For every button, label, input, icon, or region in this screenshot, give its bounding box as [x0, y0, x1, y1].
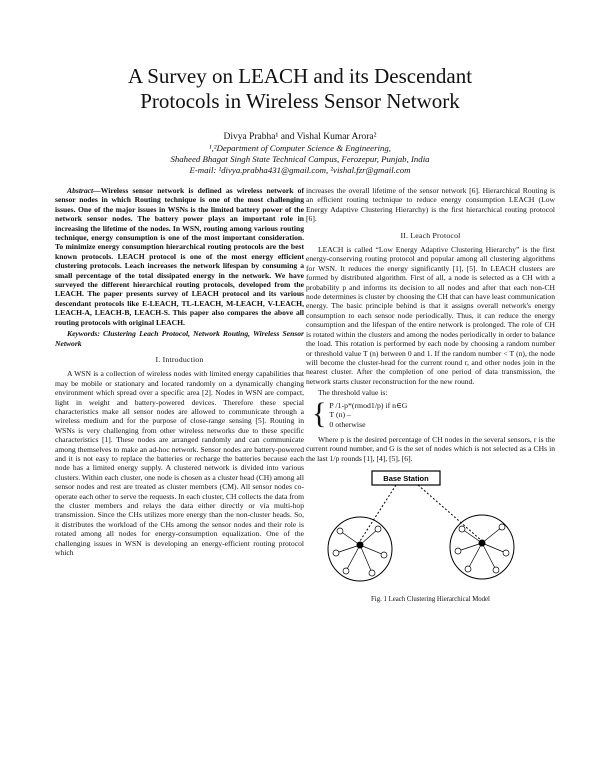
keywords-label: Keywords: [67, 329, 100, 339]
title-line-2: Protocols in Wireless Sensor Network [140, 89, 460, 113]
section-heading-introduction: I. Introduction [155, 354, 204, 364]
affiliation-line-1: ¹,²Department of Computer Science & Engineering, [209, 143, 391, 153]
formula-line-3: 0 otherwise [329, 420, 366, 430]
affiliation-line-2: Shaheed Bhagat Singh State Technical Campus, Ferozepur, Punjab, India [170, 154, 430, 164]
formula-line-1: P /1-p*(rmod1/p) if n∈G [329, 400, 408, 410]
cluster-link-right [418, 485, 482, 541]
member-node [375, 526, 381, 532]
abstract [55, 186, 304, 327]
figure-caption: Fig. 1 Leach Clustering Hierarchical Model [371, 596, 490, 604]
leach-diagram [306, 469, 555, 594]
cluster-right [450, 515, 514, 579]
section-heading-leach: II. Leach Protocol [400, 230, 461, 240]
formula-line-2: T (n) – [329, 410, 351, 420]
member-node [343, 568, 349, 574]
right-column [306, 186, 555, 604]
member-node [459, 526, 465, 532]
author-names: Divya Prabha¹ and Vishal Kumar Arora² [223, 132, 377, 142]
base-station-label: Base Station [383, 474, 429, 484]
left-column [55, 186, 304, 559]
where-text: Where p is the desired percentage of CH nodes in the several sensors, r is the current round number, and G is the set of nodes which is not selected as a CHs in the last 1/p rounds [1], [4], [5], [6]. [306, 434, 555, 463]
threshold-intro: The threshold value is: [318, 388, 388, 398]
paper-title [40, 64, 560, 114]
cluster-members-right [455, 524, 509, 573]
member-node [381, 552, 387, 558]
member-node [499, 524, 505, 530]
member-node [369, 570, 375, 576]
figure-leach-model [306, 469, 555, 604]
member-node [465, 566, 471, 572]
cluster-left [328, 517, 392, 581]
member-node [337, 528, 343, 534]
member-node [503, 550, 509, 556]
abstract-text: Wireless sensor network is defined as wireless network of sensor nodes in which Routing technique is one of the most challenging issues. One of the major issues in WSNs is the limited battery power of the network sensor nodes. The battery power plays an important role in increasing the lifetime of the nodes. In WSN, routing among various routing technique, energy consumption is one of the most important consideration. To minimize energy consumption hierarchical routing protocols are the best known protocols. LEACH protocol is one of the most energy efficient clustering protocols. Leach increases the network lifespan by consuming a small percentage of the total dissipated energy in the network. We have surveyed the different hierarchical routing protocols, developed from the LEACH. The paper presents survey of LEACH protocol and its various descendant protocols like E-LEACH, TL-LEACH, M-LEACH, V-LEACH, LEACH-A, LEACH-B, LEACH-S. This paper also compares the above all routing protocols with original LEACH. [55, 186, 304, 327]
author-emails: E-mail: ¹divya.prabha431@gmail.com, ²vishal.fzr@gmail.com [189, 165, 411, 175]
threshold-formula [312, 396, 555, 430]
title-line-1: A Survey on LEACH and its Descendant [127, 64, 473, 88]
member-node [333, 550, 339, 556]
member-node [493, 567, 499, 573]
introduction-continued: increases the overall lifetime of the sensor network [6]. Hierarchical Routing is an efficient routing technique to reduce energy consumption LEACH (Low Energy Adaptive Clustering Hierarchy) is the first hierarchical routing protocol [6]. [306, 186, 555, 224]
keywords-text: Clustering Leach Protocol, Network Routing, Wireless Sensor Network [55, 329, 304, 348]
member-node [455, 548, 461, 554]
author-block [40, 132, 560, 176]
leach-text: LEACH is called “Low Energy Adaptive Clustering Hierarchy” is the first energy-conserving routing protocol and popular among all clustering algorithms for WSN. It reduces the energy significantly [1], [5]. In LEACH clusters are formed by distributed algorithm. First of all, a node is selected as a CH with a probability p and informs its decision to all nodes and after that each non-CH node determines is cluster by choosing the CH that can have least communication energy. The basic principle behind is that it assigns overall network's energy consumption to each sensor node periodically. Thus, it can reduce the energy consumption and the lifespan of the entire network is prolonged. The role of CH is rotated within the clusters and among the nodes periodically in order to balance the load. This rotation is performed by each node by choosing a random number or threshold value T (n) between 0 and 1. If the random number < T (n), the node will become the cluster-head for the current round r, and other nodes join in the nearest cluster. After the completion of one period of data transmission, the network starts cluster reconstruction for the new round. [306, 245, 555, 386]
introduction-text: A WSN is a collection of wireless nodes with limited energy capabilities that may be mobile or stationary and located randomly on a dynamically changing environment which spread over a specific area [2]. Nodes in WSN are compact, light in weight and battery-powered devices. Therefore these special characteristics make all sensor nodes are allowed to communicate through a wireless medium and for the purpose of close-range sensing [5]. Routing in WSNs is very challenging from other wireless networks due to these specific characteristics [1]. These nodes are arranged randomly and can communicate among themselves to make an ad-hoc network. Sensor nodes are battery-powered and it is not easy to replace the batteries or recharge the batteries because each node has a limited energy supply. A clustered network is divided into various clusters. Within each cluster, one node is chosen as a cluster head (CH) among all sensor nodes and rest are treated as cluster members (CM). All sensor nodes co-operate each other to serve the requests. In each cluster, CH collects the data from the cluster members and relays the data either directly or via multi-hop transmission. Since the CHs utilizes more energy than the non-cluster heads. So, it distributes the workload of the CHs among the sensor nodes and their role is rotated among all nodes for energy-consumption equalization. One of the challenging issues in WSN is developing an energy-efficient routing protocol which [55, 369, 304, 558]
cluster-members-left [333, 526, 387, 576]
cluster-link-left [360, 485, 396, 541]
formula-brace-icon: { [312, 396, 327, 430]
abstract-label: Abstract— [67, 186, 101, 195]
keywords [55, 329, 304, 348]
